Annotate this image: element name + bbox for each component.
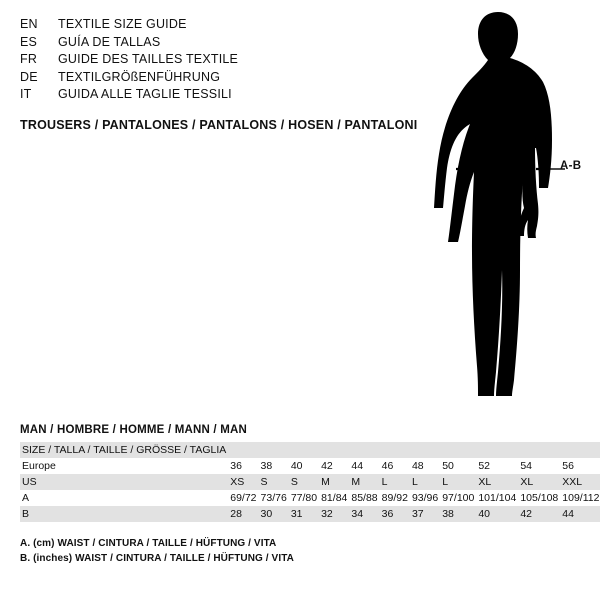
footnote-b: B. (inches) WAIST / CINTURA / TAILLE / HÜFTUNG / VITA bbox=[20, 553, 294, 564]
cell: 44 bbox=[351, 460, 364, 472]
size-table bbox=[20, 442, 600, 522]
cell bbox=[476, 442, 518, 458]
table-row bbox=[20, 474, 600, 490]
footnotes bbox=[20, 536, 582, 566]
language-text: GUIDE DES TAILLES TEXTILE bbox=[58, 52, 239, 66]
cell bbox=[560, 442, 600, 458]
table-row bbox=[20, 506, 600, 522]
cell: 38 bbox=[442, 508, 454, 520]
language-code: ES bbox=[20, 34, 38, 49]
language-header bbox=[20, 16, 380, 104]
cell: 38 bbox=[260, 460, 273, 472]
footnote-a: A. (cm) WAIST / CINTURA / TAILLE / HÜFTUNG / VITA bbox=[20, 538, 277, 549]
cell: 81/84 bbox=[321, 492, 348, 504]
language-row bbox=[20, 69, 380, 87]
cell: 85/88 bbox=[351, 492, 378, 504]
cell bbox=[319, 442, 349, 458]
cell: 34 bbox=[351, 508, 364, 520]
language-text: TEXTILGRÖßENFÜHRUNG bbox=[58, 69, 221, 84]
language-code: FR bbox=[20, 52, 38, 66]
cell: L bbox=[442, 476, 449, 488]
cell: 42 bbox=[520, 508, 532, 520]
language-row bbox=[20, 51, 380, 69]
cell: 93/96 bbox=[411, 492, 439, 504]
cell: L bbox=[381, 476, 388, 488]
language-row bbox=[20, 34, 380, 52]
table-row bbox=[20, 490, 600, 506]
cell bbox=[289, 442, 319, 458]
cell: 73/76 bbox=[260, 492, 287, 504]
language-text: GUIDA ALLE TAGLIE TESSILI bbox=[58, 87, 232, 101]
row-label: B bbox=[22, 508, 30, 520]
language-text: TEXTILE SIZE GUIDE bbox=[58, 17, 187, 31]
cell: 101/104 bbox=[478, 492, 517, 504]
row-label: US bbox=[22, 476, 37, 488]
language-row bbox=[20, 86, 380, 104]
cell bbox=[259, 442, 289, 458]
cell: 40 bbox=[290, 460, 303, 472]
cell: 77/80 bbox=[290, 492, 318, 504]
cell bbox=[440, 442, 476, 458]
cell bbox=[228, 442, 258, 458]
cell: 109/112 bbox=[562, 492, 600, 504]
cell: XL bbox=[478, 476, 492, 488]
cell: XL bbox=[520, 476, 534, 488]
cell: 54 bbox=[520, 460, 532, 472]
cell: 46 bbox=[381, 460, 394, 472]
cell: 105/108 bbox=[520, 492, 559, 504]
cell: 50 bbox=[442, 460, 454, 472]
cell: 36 bbox=[381, 508, 394, 520]
body-figure bbox=[400, 8, 600, 408]
cell bbox=[349, 442, 379, 458]
cell: 40 bbox=[478, 508, 491, 520]
language-code: EN bbox=[20, 17, 38, 31]
language-row bbox=[20, 16, 380, 34]
cell: 69/72 bbox=[230, 492, 257, 504]
cell: 42 bbox=[321, 460, 333, 472]
table-heading: MAN / HOMBRE / HOMME / MANN / MAN bbox=[20, 424, 248, 436]
cell: 48 bbox=[411, 460, 424, 472]
cell: 32 bbox=[321, 508, 333, 520]
cell: M bbox=[351, 476, 361, 488]
product-title: TROUSERS / PANTALONES / PANTALONS / HOSEN / PANTALONI bbox=[20, 117, 418, 132]
cell: S bbox=[290, 476, 298, 488]
cell: 31 bbox=[290, 508, 303, 520]
cell: 56 bbox=[562, 460, 574, 472]
male-silhouette-icon bbox=[400, 8, 600, 408]
measure-label-ab: A-B bbox=[560, 160, 582, 172]
cell: 30 bbox=[260, 508, 273, 520]
cell: S bbox=[260, 476, 268, 488]
row-label: SIZE / TALLA / TAILLE / GRÖSSE / TAGLIA bbox=[22, 444, 227, 456]
table-row bbox=[20, 458, 600, 474]
cell bbox=[518, 442, 560, 458]
cell: 52 bbox=[478, 460, 491, 472]
cell: XS bbox=[230, 476, 245, 488]
cell: M bbox=[321, 476, 330, 488]
cell: 97/100 bbox=[442, 492, 475, 504]
row-label: Europe bbox=[22, 460, 56, 472]
language-text: GUÍA DE TALLAS bbox=[58, 34, 161, 49]
cell: 89/92 bbox=[381, 492, 408, 504]
row-label: A bbox=[22, 492, 30, 504]
size-table-area bbox=[20, 424, 600, 566]
language-code: IT bbox=[20, 87, 32, 101]
table-row bbox=[20, 442, 600, 458]
cell: 44 bbox=[562, 508, 574, 520]
cell bbox=[410, 442, 440, 458]
cell: XXL bbox=[562, 476, 583, 488]
language-code: DE bbox=[20, 69, 38, 84]
cell: L bbox=[411, 476, 418, 488]
cell: 36 bbox=[230, 460, 242, 472]
cell: 37 bbox=[411, 508, 424, 520]
cell bbox=[380, 442, 410, 458]
cell: 28 bbox=[230, 508, 242, 520]
